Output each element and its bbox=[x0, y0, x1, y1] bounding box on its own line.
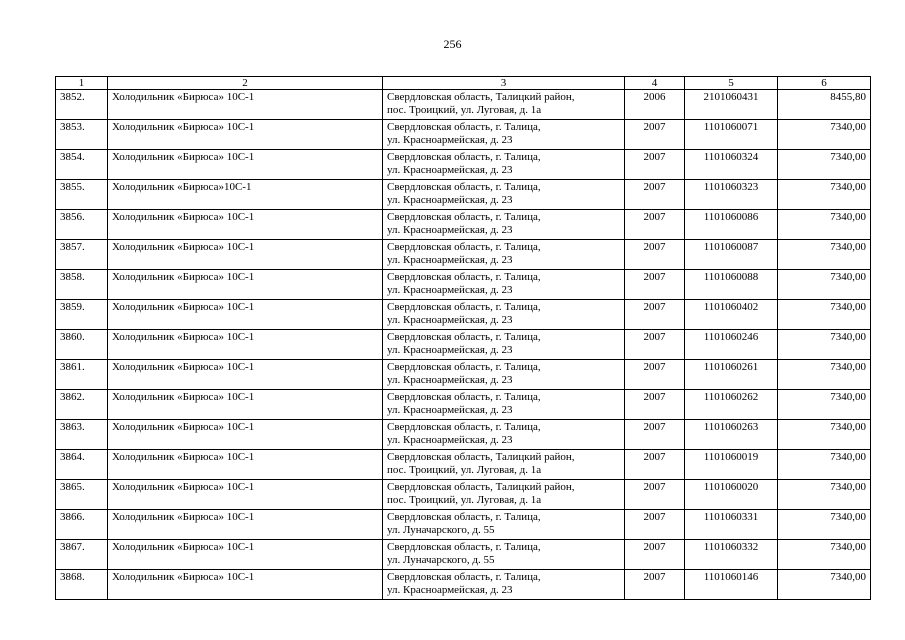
address-line-1: Свердловская область, г. Талица, bbox=[387, 211, 541, 223]
row-number: 3865. bbox=[56, 480, 108, 510]
item-name: Холодильник «Бирюса»10С-1 bbox=[108, 180, 383, 210]
item-year: 2007 bbox=[625, 480, 685, 510]
address-line-2: ул. Луначарского, д. 55 bbox=[387, 554, 495, 566]
item-name: Холодильник «Бирюса» 10С-1 bbox=[108, 90, 383, 120]
table-row bbox=[56, 180, 871, 210]
item-name: Холодильник «Бирюса» 10С-1 bbox=[108, 330, 383, 360]
address-line-1: Свердловская область, г. Талица, bbox=[387, 391, 541, 403]
address-line-1: Свердловская область, г. Талица, bbox=[387, 541, 541, 553]
item-name: Холодильник «Бирюса» 10С-1 bbox=[108, 270, 383, 300]
item-cost: 7340,00 bbox=[778, 480, 871, 510]
item-year: 2007 bbox=[625, 420, 685, 450]
inventory-number: 1101060071 bbox=[685, 120, 778, 150]
table-body bbox=[56, 90, 871, 600]
table-row bbox=[56, 150, 871, 180]
item-name: Холодильник «Бирюса» 10С-1 bbox=[108, 210, 383, 240]
row-number: 3853. bbox=[56, 120, 108, 150]
item-cost: 7340,00 bbox=[778, 570, 871, 600]
address-line-1: Свердловская область, г. Талица, bbox=[387, 511, 541, 523]
table-row bbox=[56, 390, 871, 420]
item-name: Холодильник «Бирюса» 10С-1 bbox=[108, 510, 383, 540]
row-number: 3863. bbox=[56, 420, 108, 450]
item-cost: 7340,00 bbox=[778, 450, 871, 480]
inventory-number: 1101060323 bbox=[685, 180, 778, 210]
item-address bbox=[383, 240, 625, 270]
item-address bbox=[383, 390, 625, 420]
address-line-1: Свердловская область, Талицкий район, bbox=[387, 451, 575, 463]
row-number: 3860. bbox=[56, 330, 108, 360]
inventory-number: 1101060331 bbox=[685, 510, 778, 540]
inventory-number: 1101060086 bbox=[685, 210, 778, 240]
table-row bbox=[56, 330, 871, 360]
table-row bbox=[56, 570, 871, 600]
item-cost: 7340,00 bbox=[778, 330, 871, 360]
address-line-2: ул. Красноармейская, д. 23 bbox=[387, 134, 513, 146]
row-number: 3857. bbox=[56, 240, 108, 270]
row-number: 3856. bbox=[56, 210, 108, 240]
address-line-1: Свердловская область, г. Талица, bbox=[387, 241, 541, 253]
item-year: 2007 bbox=[625, 540, 685, 570]
item-year: 2007 bbox=[625, 240, 685, 270]
table-row bbox=[56, 210, 871, 240]
address-line-2: ул. Красноармейская, д. 23 bbox=[387, 224, 513, 236]
item-name: Холодильник «Бирюса» 10С-1 bbox=[108, 360, 383, 390]
inventory-number: 1101060146 bbox=[685, 570, 778, 600]
item-cost: 7340,00 bbox=[778, 150, 871, 180]
row-number: 3862. bbox=[56, 390, 108, 420]
item-name: Холодильник «Бирюса» 10С-1 bbox=[108, 150, 383, 180]
item-address bbox=[383, 210, 625, 240]
item-cost: 7340,00 bbox=[778, 540, 871, 570]
address-line-1: Свердловская область, г. Талица, bbox=[387, 121, 541, 133]
address-line-2: пос. Троицкий, ул. Луговая, д. 1а bbox=[387, 494, 542, 506]
item-address bbox=[383, 300, 625, 330]
item-year: 2006 bbox=[625, 90, 685, 120]
column-header: 5 bbox=[685, 77, 778, 90]
item-year: 2007 bbox=[625, 510, 685, 540]
item-address bbox=[383, 450, 625, 480]
inventory-number: 1101060263 bbox=[685, 420, 778, 450]
address-line-2: ул. Красноармейская, д. 23 bbox=[387, 404, 513, 416]
table-row bbox=[56, 270, 871, 300]
inventory-number: 1101060261 bbox=[685, 360, 778, 390]
row-number: 3852. bbox=[56, 90, 108, 120]
item-cost: 7340,00 bbox=[778, 390, 871, 420]
address-line-2: ул. Луначарского, д. 55 bbox=[387, 524, 495, 536]
address-line-1: Свердловская область, г. Талица, bbox=[387, 181, 541, 193]
item-address bbox=[383, 90, 625, 120]
item-name: Холодильник «Бирюса» 10С-1 bbox=[108, 420, 383, 450]
item-cost: 7340,00 bbox=[778, 420, 871, 450]
column-header: 4 bbox=[625, 77, 685, 90]
item-year: 2007 bbox=[625, 270, 685, 300]
item-cost: 7340,00 bbox=[778, 240, 871, 270]
item-name: Холодильник «Бирюса» 10С-1 bbox=[108, 390, 383, 420]
address-line-2: пос. Троицкий, ул. Луговая, д. 1а bbox=[387, 464, 542, 476]
item-address bbox=[383, 180, 625, 210]
table-row bbox=[56, 450, 871, 480]
item-name: Холодильник «Бирюса» 10С-1 bbox=[108, 480, 383, 510]
address-line-2: ул. Красноармейская, д. 23 bbox=[387, 254, 513, 266]
item-cost: 7340,00 bbox=[778, 300, 871, 330]
item-address bbox=[383, 150, 625, 180]
table-row bbox=[56, 480, 871, 510]
table-row bbox=[56, 120, 871, 150]
row-number: 3859. bbox=[56, 300, 108, 330]
row-number: 3864. bbox=[56, 450, 108, 480]
address-line-2: ул. Красноармейская, д. 23 bbox=[387, 194, 513, 206]
item-address bbox=[383, 420, 625, 450]
item-cost: 7340,00 bbox=[778, 270, 871, 300]
inventory-number: 2101060431 bbox=[685, 90, 778, 120]
item-name: Холодильник «Бирюса» 10С-1 bbox=[108, 450, 383, 480]
address-line-2: ул. Красноармейская, д. 23 bbox=[387, 284, 513, 296]
address-line-1: Свердловская область, г. Талица, bbox=[387, 571, 541, 583]
column-header: 3 bbox=[383, 77, 625, 90]
property-registry-table bbox=[55, 76, 871, 600]
item-year: 2007 bbox=[625, 360, 685, 390]
table-row bbox=[56, 90, 871, 120]
item-cost: 7340,00 bbox=[778, 360, 871, 390]
item-cost: 8455,80 bbox=[778, 90, 871, 120]
item-name: Холодильник «Бирюса» 10С-1 bbox=[108, 570, 383, 600]
inventory-number: 1101060019 bbox=[685, 450, 778, 480]
address-line-2: ул. Красноармейская, д. 23 bbox=[387, 434, 513, 446]
table-header bbox=[56, 77, 871, 90]
item-cost: 7340,00 bbox=[778, 510, 871, 540]
item-name: Холодильник «Бирюса» 10С-1 bbox=[108, 240, 383, 270]
table-row bbox=[56, 540, 871, 570]
item-year: 2007 bbox=[625, 570, 685, 600]
address-line-1: Свердловская область, Талицкий район, bbox=[387, 91, 575, 103]
table-row bbox=[56, 420, 871, 450]
item-year: 2007 bbox=[625, 150, 685, 180]
item-address bbox=[383, 480, 625, 510]
item-address bbox=[383, 510, 625, 540]
inventory-number: 1101060246 bbox=[685, 330, 778, 360]
row-number: 3855. bbox=[56, 180, 108, 210]
table-row bbox=[56, 360, 871, 390]
page-number: 256 bbox=[443, 37, 462, 51]
item-cost: 7340,00 bbox=[778, 180, 871, 210]
address-line-2: ул. Красноармейская, д. 23 bbox=[387, 374, 513, 386]
address-line-1: Свердловская область, г. Талица, bbox=[387, 361, 541, 373]
address-line-1: Свердловская область, г. Талица, bbox=[387, 301, 541, 313]
address-line-2: ул. Красноармейская, д. 23 bbox=[387, 164, 513, 176]
item-name: Холодильник «Бирюса» 10С-1 bbox=[108, 300, 383, 330]
item-cost: 7340,00 bbox=[778, 210, 871, 240]
inventory-number: 1101060088 bbox=[685, 270, 778, 300]
address-line-2: ул. Красноармейская, д. 23 bbox=[387, 344, 513, 356]
item-address bbox=[383, 570, 625, 600]
address-line-1: Свердловская область, г. Талица, bbox=[387, 151, 541, 163]
item-cost: 7340,00 bbox=[778, 120, 871, 150]
item-address bbox=[383, 270, 625, 300]
item-year: 2007 bbox=[625, 120, 685, 150]
inventory-number: 1101060087 bbox=[685, 240, 778, 270]
address-line-2: пос. Троицкий, ул. Луговая, д. 1а bbox=[387, 104, 542, 116]
inventory-number: 1101060262 bbox=[685, 390, 778, 420]
item-year: 2007 bbox=[625, 180, 685, 210]
item-name: Холодильник «Бирюса» 10С-1 bbox=[108, 120, 383, 150]
inventory-number: 1101060020 bbox=[685, 480, 778, 510]
address-line-2: ул. Красноармейская, д. 23 bbox=[387, 314, 513, 326]
item-year: 2007 bbox=[625, 300, 685, 330]
item-year: 2007 bbox=[625, 330, 685, 360]
item-year: 2007 bbox=[625, 390, 685, 420]
column-header: 1 bbox=[56, 77, 108, 90]
row-number: 3867. bbox=[56, 540, 108, 570]
row-number: 3866. bbox=[56, 510, 108, 540]
inventory-number: 1101060402 bbox=[685, 300, 778, 330]
inventory-number: 1101060324 bbox=[685, 150, 778, 180]
item-year: 2007 bbox=[625, 210, 685, 240]
row-number: 3861. bbox=[56, 360, 108, 390]
address-line-1: Свердловская область, г. Талица, bbox=[387, 271, 541, 283]
table-row bbox=[56, 240, 871, 270]
item-name: Холодильник «Бирюса» 10С-1 bbox=[108, 540, 383, 570]
address-line-1: Свердловская область, г. Талица, bbox=[387, 421, 541, 433]
row-number: 3868. bbox=[56, 570, 108, 600]
column-header: 2 bbox=[108, 77, 383, 90]
column-header: 6 bbox=[778, 77, 871, 90]
item-address bbox=[383, 120, 625, 150]
address-line-1: Свердловская область, г. Талица, bbox=[387, 331, 541, 343]
item-year: 2007 bbox=[625, 450, 685, 480]
item-address bbox=[383, 540, 625, 570]
item-address bbox=[383, 330, 625, 360]
inventory-number: 1101060332 bbox=[685, 540, 778, 570]
address-line-2: ул. Красноармейская, д. 23 bbox=[387, 584, 513, 596]
table-row bbox=[56, 300, 871, 330]
header-row bbox=[56, 77, 871, 90]
item-address bbox=[383, 360, 625, 390]
table-row bbox=[56, 510, 871, 540]
row-number: 3854. bbox=[56, 150, 108, 180]
address-line-1: Свердловская область, Талицкий район, bbox=[387, 481, 575, 493]
row-number: 3858. bbox=[56, 270, 108, 300]
